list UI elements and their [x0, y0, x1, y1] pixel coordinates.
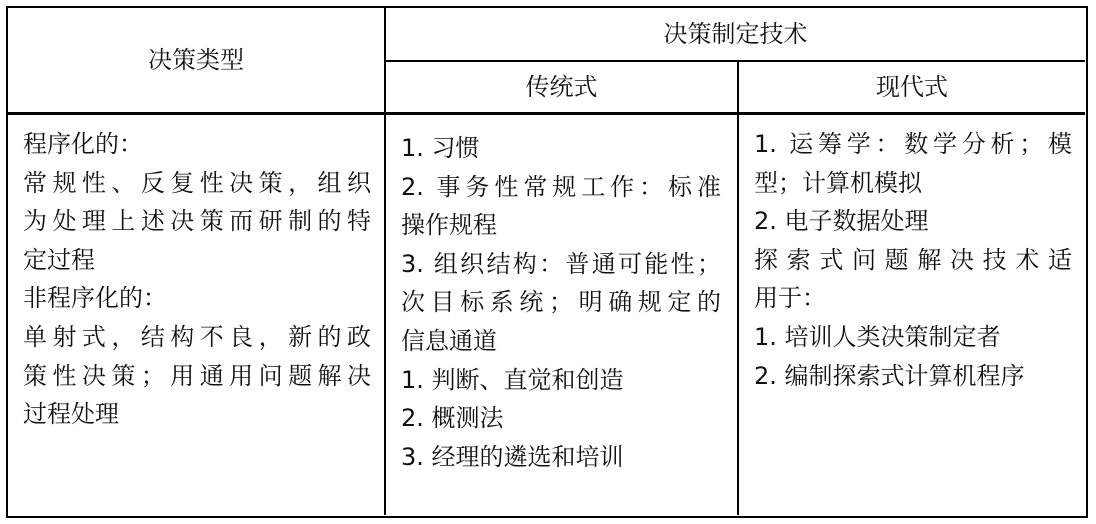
cell-line: 程序化的：	[23, 130, 143, 158]
cell-line: 单射式，结构不良，新的政	[23, 322, 371, 351]
cell-line: 2. 概测法	[401, 404, 504, 433]
cell-line: 信息通道	[401, 326, 497, 355]
cell-line: 1. 运筹学：数学分析；模	[754, 130, 1072, 158]
header-technique: 决策制定技术	[663, 20, 808, 48]
traditional-techniques-cell	[401, 129, 721, 476]
cell-line: 过程处理	[23, 400, 119, 429]
header-modern: 现代式	[876, 73, 948, 101]
cell-line: 1. 判断、直觉和创造	[401, 365, 624, 394]
cell-line: 常规性、反复性决策，组织	[23, 168, 371, 197]
decision-type-cell	[23, 125, 371, 434]
cell-line: 次目标系统；明确规定的	[401, 288, 721, 317]
cell-line: 定过程	[23, 245, 95, 274]
cell-line: 策性决策；用通用问题解决	[23, 361, 371, 390]
modern-techniques-cell	[754, 125, 1072, 395]
subheader-rule	[384, 60, 1085, 62]
col-divider-2	[737, 60, 739, 515]
cell-line: 2. 编制探索式计算机程序	[754, 361, 1025, 390]
cell-line: 1. 培训人类决策制定者	[754, 322, 1001, 351]
cell-line: 型；计算机模拟	[754, 168, 922, 197]
cell-line: 为处理上述决策而研制的特	[23, 207, 371, 236]
cell-line: 操作规程	[401, 211, 497, 240]
cell-line: 1. 习惯	[401, 134, 480, 162]
header-bottom-rule	[8, 112, 1085, 115]
cell-line: 2. 电子数据处理	[754, 207, 929, 236]
decision-techniques-table	[6, 6, 1088, 518]
cell-line: 3. 组织结构：普通可能性；	[401, 249, 721, 278]
cell-line: 3. 经理的遴选和培训	[401, 442, 624, 471]
cell-line: 非程序化的：	[23, 284, 167, 313]
header-traditional: 传统式	[525, 73, 598, 101]
cell-line: 探索式问题解决技术适	[754, 245, 1072, 274]
cell-line: 2. 事务性常规工作：标准	[401, 172, 721, 201]
header-decision-type: 决策类型	[148, 46, 244, 74]
cell-line: 用于：	[754, 284, 826, 313]
